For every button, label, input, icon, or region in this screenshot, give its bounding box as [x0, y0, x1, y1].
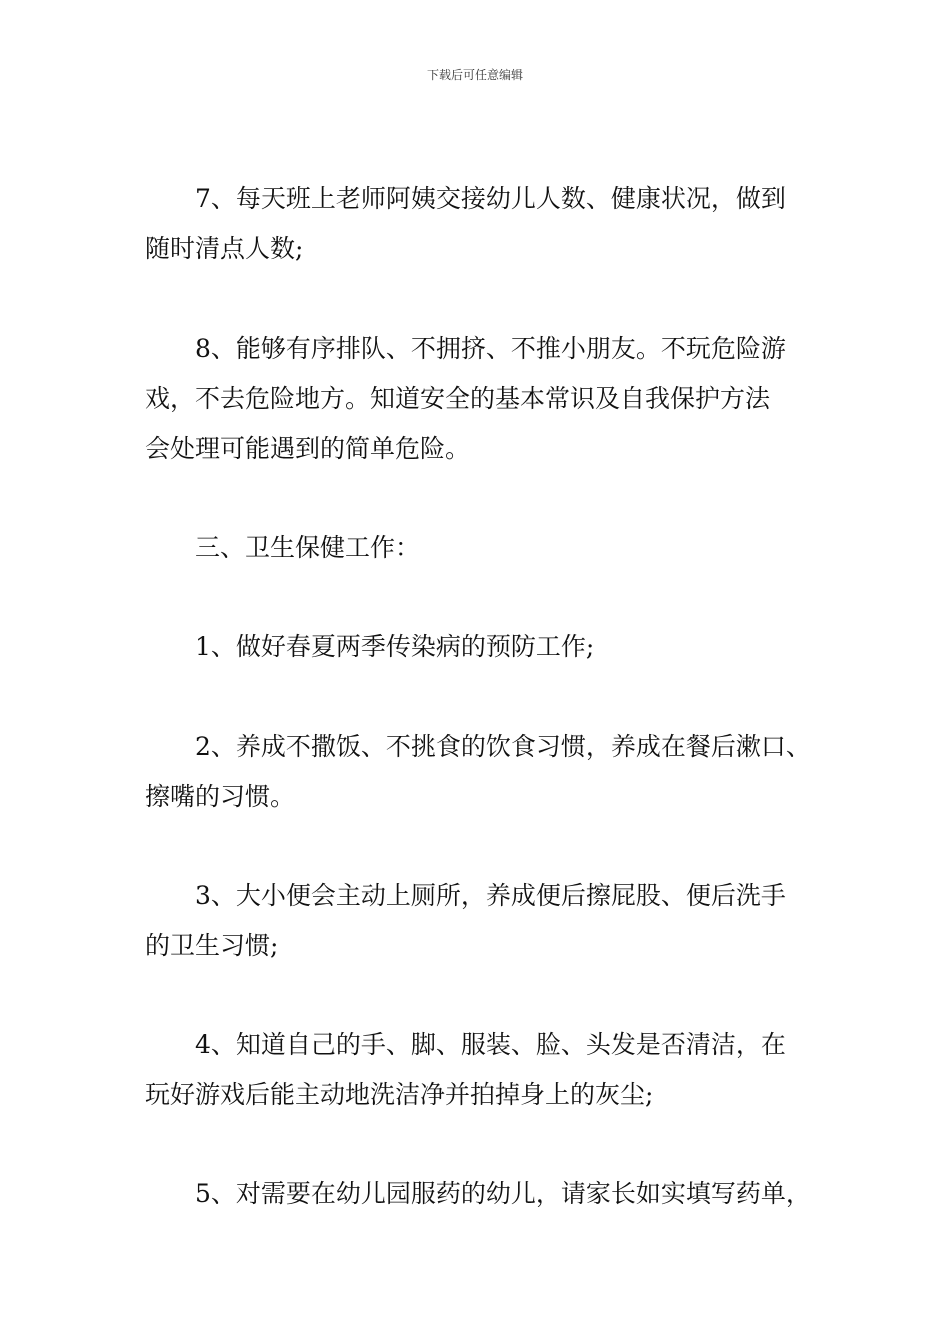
paragraph-line: 5、对需要在幼儿园服药的幼儿，请家长如实填写药单， [195, 1179, 811, 1208]
section-heading-hygiene [145, 523, 835, 573]
paragraph-2 [145, 722, 835, 822]
paragraph-1 [145, 622, 835, 672]
paragraph-8 [145, 324, 835, 474]
paragraph-line: 的卫生习惯; [145, 931, 279, 960]
section-heading: 三、卫生保健工作： [195, 533, 421, 562]
paragraph-line: 1、做好春夏两季传染病的预防工作; [195, 632, 595, 661]
paragraph-line: 随时清点人数; [145, 234, 304, 263]
paragraph-7 [145, 174, 835, 274]
paragraph-5 [145, 1169, 835, 1219]
paragraph-4 [145, 1020, 835, 1120]
paragraph-line: 玩好游戏后能主动地洗洁净并拍掉身上的灰尘; [145, 1080, 654, 1109]
paragraph-line: 3、大小便会主动上厕所，养成便后擦屁股、便后洗手 [195, 881, 786, 910]
paragraph-line: 2、养成不撒饭、不挑食的饮食习惯，养成在餐后漱口、 [195, 732, 811, 761]
paragraph-line: 7、每天班上老师阿姨交接幼儿人数、健康状况，做到 [195, 184, 786, 213]
paragraph-3 [145, 871, 835, 971]
paragraph-line: 擦嘴的习惯。 [145, 782, 296, 811]
paragraph-line: 8、能够有序排队、不拥挤、不推小朋友。不玩危险游 [195, 334, 786, 363]
page-header: 下载后可任意编辑 [426, 68, 523, 82]
paragraph-line: 4、知道自己的手、脚、服装、脸、头发是否清洁，在 [195, 1030, 786, 1059]
paragraph-line: 戏，不去危险地方。知道安全的基本常识及自我保护方法 [145, 384, 771, 413]
paragraph-line: 会处理可能遇到的简单危险。 [145, 434, 471, 463]
